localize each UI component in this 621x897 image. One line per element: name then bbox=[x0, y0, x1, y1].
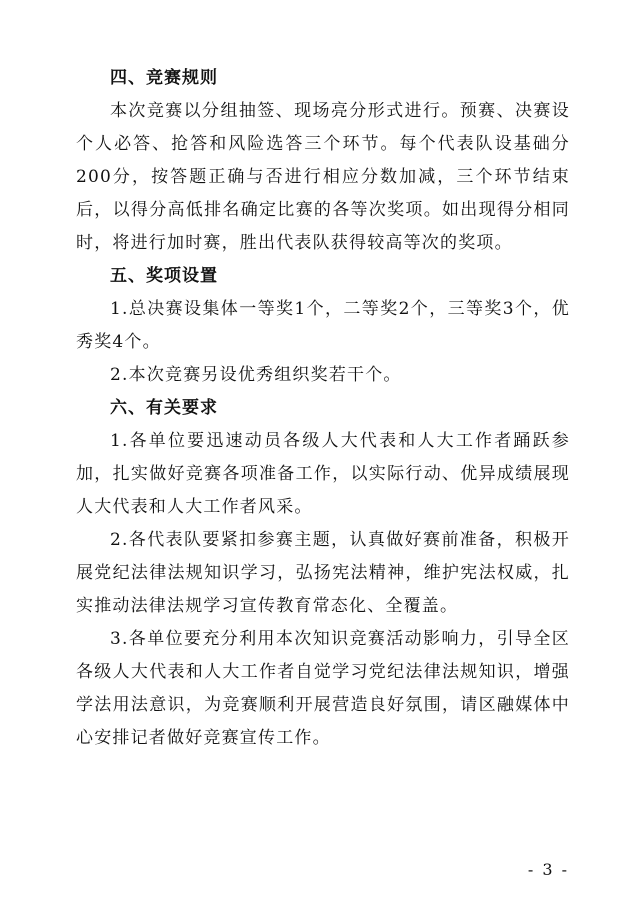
page-number: - 3 - bbox=[527, 860, 569, 879]
requirements-paragraph-3: 3.各单位要充分利用本次知识竞赛活动影响力，引导全区各级人大代表和人大工作者自觉学习党纪法律法规知识，增强学法用法意识，为竞赛顺利开展营造良好氛围，请区融媒体中心安排记者做好竞赛宣传工作。 bbox=[76, 629, 570, 748]
awards-paragraph-2: 2.本次竞赛另设优秀组织奖若干个。 bbox=[110, 365, 402, 385]
rules-paragraph: 本次竞赛以分组抽签、现场亮分形式进行。预赛、决赛设个人必答、抢答和风险选答三个环节。每个代表队设基础分200分，按答题正确与否进行相应分数加减，三个环节结束后，以得分高低排名确定比赛的各等次奖项。如出现得分相同时，将进行加时赛，胜出代表队获得较高等次的奖项。 bbox=[76, 101, 570, 253]
section-heading-rules: 四、竞赛规则 bbox=[110, 68, 218, 88]
section-heading-requirements: 六、有关要求 bbox=[110, 398, 218, 418]
requirements-paragraph-1: 1.各单位要迅速动员各级人大代表和人大工作者踊跃参加，扎实做好竞赛各项准备工作，以实际行动、优异成绩展现人大代表和人大工作者风采。 bbox=[76, 431, 570, 517]
document-body bbox=[76, 62, 570, 755]
section-heading-awards: 五、奖项设置 bbox=[110, 266, 218, 286]
requirements-paragraph-2: 2.各代表队要紧扣参赛主题，认真做好赛前准备，积极开展党纪法律法规知识学习，弘扬宪法精神，维护宪法权威，扎实推动法律法规学习宣传教育常态化、全覆盖。 bbox=[76, 530, 570, 616]
awards-paragraph-1: 1.总决赛设集体一等奖1个，二等奖2个，三等奖3个，优秀奖4个。 bbox=[76, 299, 570, 352]
